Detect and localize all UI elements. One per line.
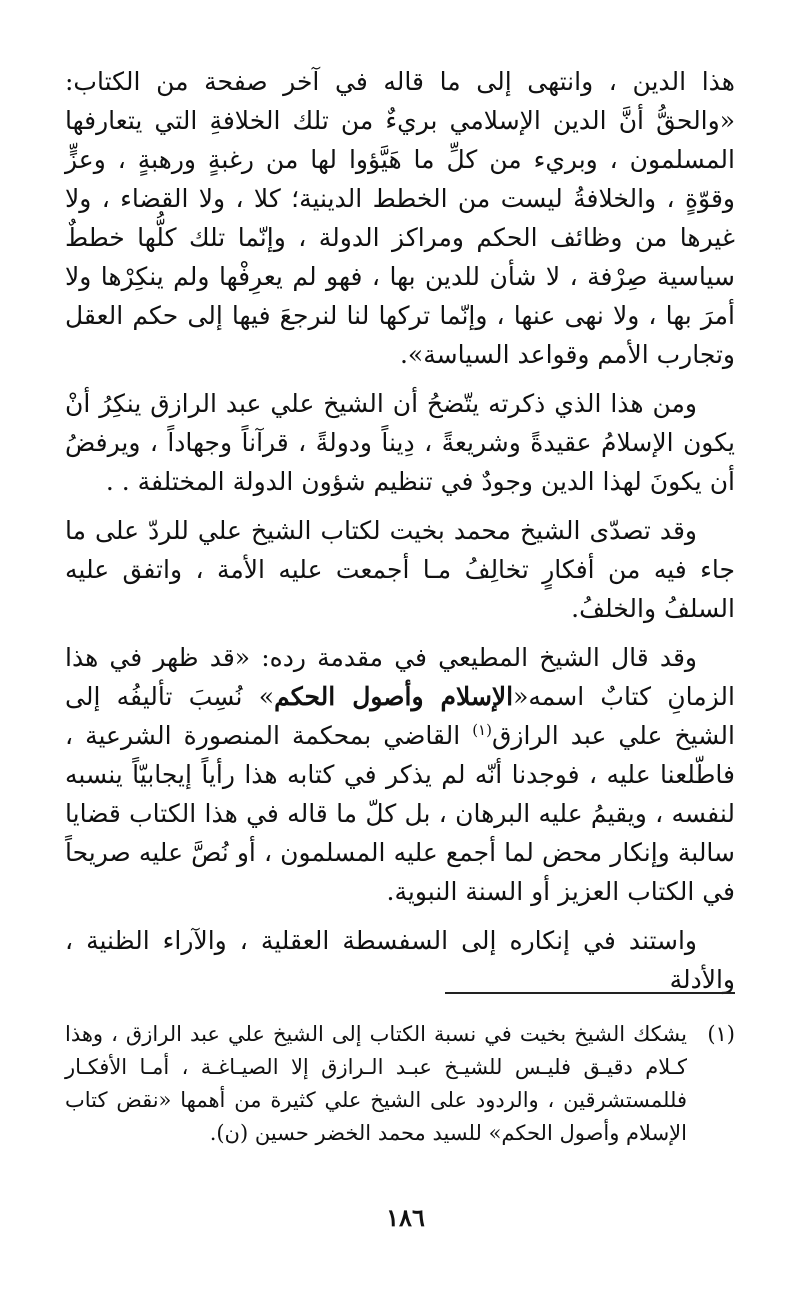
- footnote: [65, 1018, 735, 1150]
- paragraph-4-text-before: وقد قال الشيخ المطيعي في مقدمة رده: «قد ظهر في هذا الزمانِ كتابٌ اسمه«: [65, 643, 735, 711]
- paragraph-4-text-after: » نُسِبَ تأليفُه إلى الشيخ علي عبد الرازق: [65, 682, 735, 750]
- book-title: الإسلام وأصول الحكم: [274, 682, 514, 711]
- page-number: ١٨٦: [386, 1203, 425, 1232]
- paragraph-1: هذا الدين ، وانتهى إلى ما قاله في آخر صفحة من الكتاب: «والحقُّ أنَّ الدين الإسلامي بريءٌ من تلك الخلافةِ التي يتعارفها المسلمون ، وبريء من كلِّ ما هَيَّؤوا لها من رغبةٍ ورهبةٍ ، وعزٍّ وقوّةٍ ، والخلافةُ ليست من الخطط الدينية؛ كلا ، ولا القضاء ، ولا غيرها من وظائف الحكم ومراكز الدولة ، وإنّما تلك كلُّها خططٌ سياسية صِرْفة ، لا شأن للدين بها ، فهو لم يعرِفْها ولم ينكِرْها ولا أمرَ بها ، ولا نهى عنها ، وإنّما تركها لنا لنرجعَ فيها إلى حكم العقل وتجارب الأمم وقواعد السياسة».: [65, 67, 735, 369]
- paragraph-4: [65, 638, 735, 911]
- footnote-reference-mark: (١): [472, 721, 492, 739]
- paragraph-2: ومن هذا الذي ذكرته يتّضحُ أن الشيخ علي عبد الرازق ينكِرُ أنْ يكون الإسلامُ عقيدةً وشريعةً ، دِيناً ودولةً ، قرآناً وجهاداً ، ويرفضُ أن يكونَ لهذا الدين وجودٌ في تنظيم شؤون الدولة المختلفة . .: [65, 389, 735, 496]
- footnote-number: (١): [707, 1022, 735, 1046]
- paragraph-5: واستند في إنكاره إلى السفسطة العقلية ، والآراء الظنية ، والأدلة: [65, 926, 735, 994]
- page-body: [65, 62, 735, 1009]
- paragraph-3: وقد تصدّى الشيخ محمد بخيت لكتاب الشيخ علي للردّ على ما جاء فيه من أفكارٍ تخالِفُ مـا أجمعت عليه الأمة ، واتفق عليه السلفُ والخلفُ.: [65, 516, 735, 623]
- footnote-text: يشكك الشيخ بخيت في نسبة الكتاب إلى الشيخ علي عبد الرازق ، وهذا كـلام دقيـق فليـس للشيـخ عبـد الـرازق إلا الصيـاغـة ، أمـا الأفكـار فللمستشرقين ، والردود على الشيخ علي كثيرة من أهمها «نقض كتاب الإسلام وأصول الحكم» للسيد محمد الخضر حسين (ن).: [65, 1022, 687, 1145]
- footnote-divider: [445, 992, 735, 994]
- paragraph-4-text-rest: القاضي بمحكمة المنصورة الشرعية ، فاطّلعنا عليه ، فوجدنا أنّه لم يذكر في كتابه هذا رأياً إيجابيّاً ينسبه لنفسه ، ويقيمُ عليه البرهان ، بل كلّ ما قاله في هذا الكتاب قضايا سالبة وإنكار محض لما أجمع عليه المسلمون ، أو نُصَّ عليه صريحاً في الكتاب العزيز أو السنة النبوية.: [65, 721, 735, 906]
